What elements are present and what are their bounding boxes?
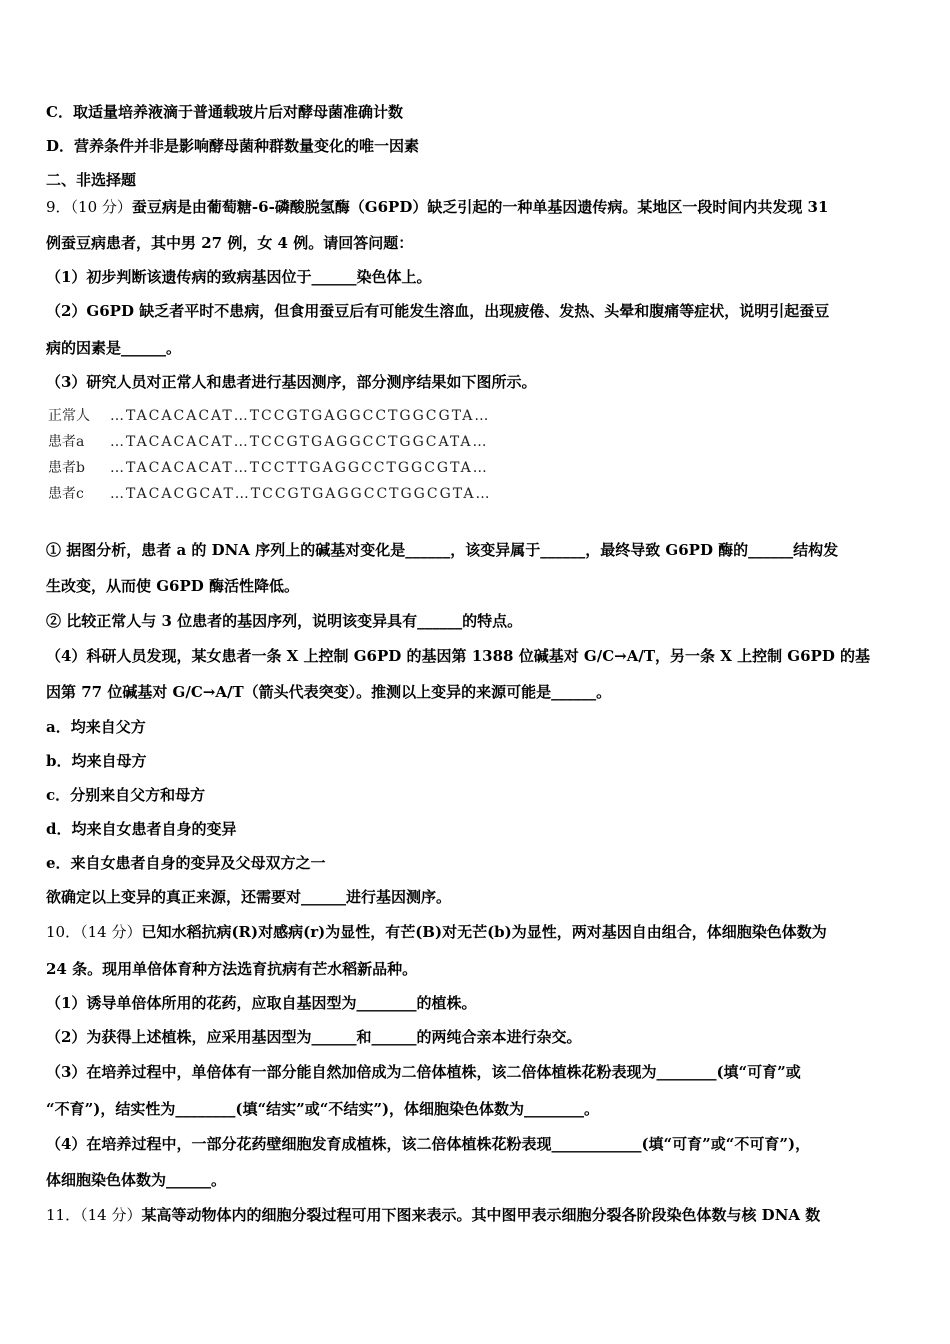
section-heading: 二、非选择题 (46, 171, 137, 189)
question-10-number: 10．（14 分） (46, 923, 142, 941)
option-d: D．营养条件并非是影响酵母菌种群数量变化的唯一因素 (46, 137, 420, 155)
sequence-row (48, 429, 568, 455)
sequence-label: 正常人 (48, 408, 90, 424)
sequence-row (48, 455, 568, 481)
question-9-part2-line1: （2）G6PD 缺乏者平时不患病，但食用蚕豆后有可能发生溶血，出现疲倦、发热、头晕和腹痛等症状，说明引起蚕豆 (46, 302, 830, 320)
sequence-text: …TACACGCAT…TCCGTGAGGCCTGGCGTA… (110, 486, 492, 502)
question-10-part3-line2: “不育”)，结实性为________(填“结实”或“不结实”)，体细胞染色体数为________。 (46, 1100, 600, 1118)
sequence-text: …TACACACAT…TCCGTGAGGCCTGGCGTA… (110, 408, 491, 424)
choice-d: d．均来自女患者自身的变异 (46, 820, 237, 838)
sequence-label: 患者b (48, 460, 85, 476)
question-10-part2: （2）为获得上述植株，应采用基因型为______和______的两纯合亲本进行杂交。 (46, 1028, 582, 1046)
question-10-stem-line2: 24 条。现用单倍体育种方法选育抗病有芒水稻新品种。 (46, 960, 418, 978)
question-9-part4-line1: （4）科研人员发现，某女患者一条 X 上控制 G6PD 的基因第 1388 位碱基对 G/C→A/T，另一条 X 上控制 G6PD 的基 (46, 647, 871, 665)
question-9-sub1-line2: 生改变，从而使 G6PD 酶活性降低。 (46, 577, 299, 595)
question-9-part1: （1）初步判断该遗传病的致病基因位于______染色体上。 (46, 268, 432, 286)
choice-a: a．均来自父方 (46, 718, 146, 736)
question-10-part1: （1）诱导单倍体所用的花药，应取自基因型为________的植株。 (46, 994, 477, 1012)
question-9-number: 9．（10 分） (46, 198, 132, 216)
sequence-row (48, 403, 568, 429)
question-9-part4-line2: 因第 77 位碱基对 G/C→A/T（箭头代表突变）。推测以上变异的来源可能是______。 (46, 683, 612, 701)
question-9-stem-line2: 例蚕豆病患者，其中男 27 例，女 4 例。请回答问题： (46, 234, 414, 252)
question-11-number: 11．（14 分） (46, 1206, 142, 1224)
sequence-label: 患者c (48, 486, 84, 502)
question-9-part3: （3）研究人员对正常人和患者进行基因测序，部分测序结果如下图所示。 (46, 373, 537, 391)
question-11-stem: 11．（14 分）某高等动物体内的细胞分裂过程可用下图来表示。其中图甲表示细胞分裂各阶段染色体数与核 DNA 数 (46, 1206, 821, 1224)
question-9-part2-line2: 病的因素是______。 (46, 339, 182, 357)
question-9-sub2: ② 比较正常人与 3 位患者的基因序列，说明该变异具有______的特点。 (46, 612, 523, 630)
question-10-part4-line1: （4）在培养过程中，一部分花药壁细胞发育成植株，该二倍体植株花粉表现____________(填“可育”或“不可育”)， (46, 1135, 811, 1153)
sequence-label: 患者a (48, 434, 85, 450)
question-10-part4-line2: 体细胞染色体数为______。 (46, 1171, 227, 1189)
question-9-sub1-line1: ① 据图分析，患者 a 的 DNA 序列上的碱基对变化是______，该变异属于______，最终导致 G6PD 酶的______结构发 (46, 541, 839, 559)
question-10-part3-line1: （3）在培养过程中，单倍体有一部分能自然加倍成为二倍体植株，该二倍体植株花粉表现为________(填“可育”或 (46, 1063, 801, 1081)
choice-b: b．均来自母方 (46, 752, 147, 770)
choice-c: c．分别来自父方和母方 (46, 786, 206, 804)
choice-e: e．来自女患者自身的变异及父母双方之一 (46, 854, 326, 872)
question-9-final: 欲确定以上变异的真正来源，还需要对______进行基因测序。 (46, 888, 452, 906)
sequence-text: …TACACACAT…TCCGTGAGGCCTGGCATA… (110, 434, 489, 450)
sequence-text: …TACACACAT…TCCTTGAGGCCTGGCGTA… (110, 460, 489, 476)
question-9-stem-line1: 9．（10 分）蚕豆病是由葡萄糖-6-磷酸脱氢酶（G6PD）缺乏引起的一种单基因遗传病。某地区一段时间内共发现 31 (46, 198, 829, 216)
sequence-figure (48, 403, 568, 507)
sequence-row (48, 481, 568, 507)
question-10-stem-line1: 10．（14 分）已知水稻抗病(R)对感病(r)为显性，有芒(B)对无芒(b)为显性，两对基因自由组合，体细胞染色体数为 (46, 923, 827, 941)
option-c: C．取适量培养液滴于普通载玻片后对酵母菌准确计数 (46, 103, 403, 121)
